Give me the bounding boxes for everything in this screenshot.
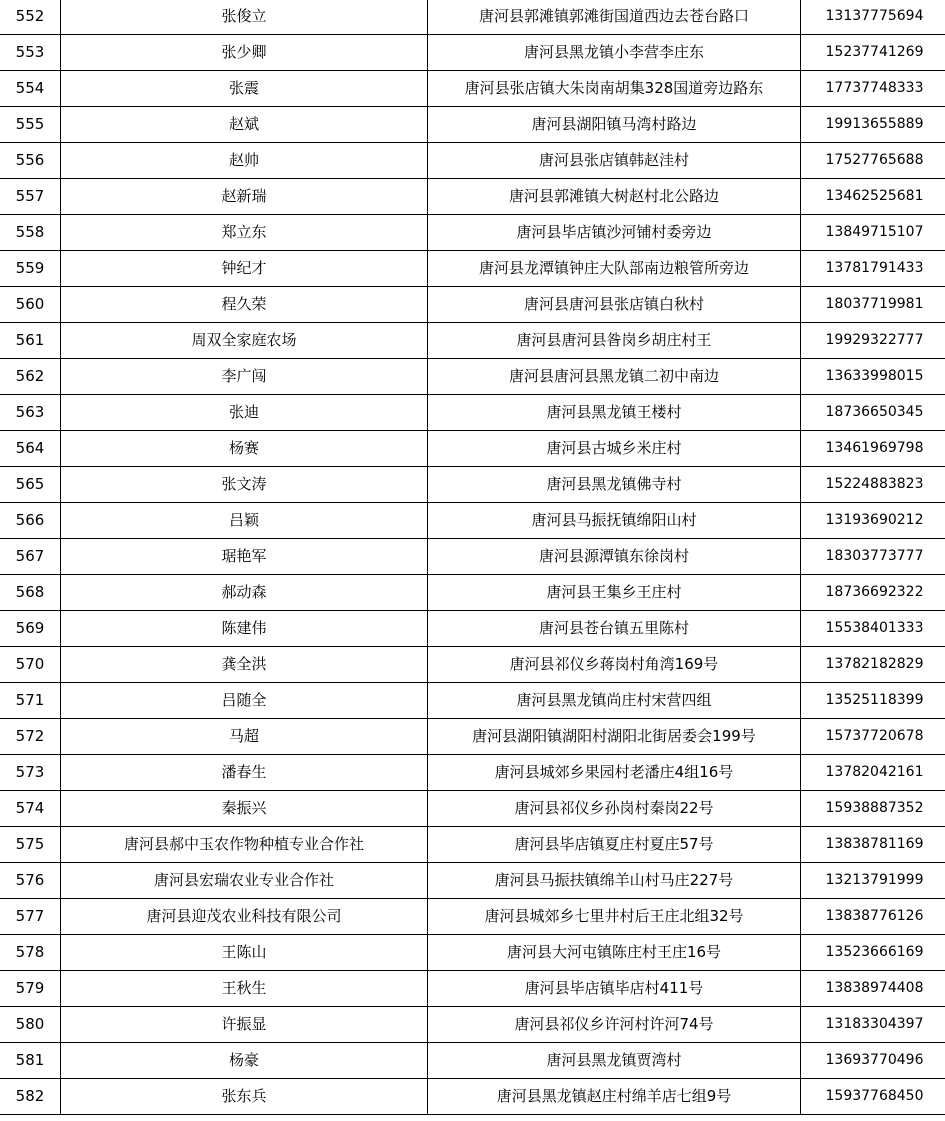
phone-cell: 13213791999 — [801, 863, 945, 899]
table-row — [0, 0, 945, 35]
address-cell: 唐河县黑龙镇尚庄村宋营四组 — [428, 683, 801, 719]
table-row — [0, 611, 945, 647]
table-row — [0, 179, 945, 215]
row-number-cell: 576 — [0, 863, 61, 899]
address-cell: 唐河县城郊乡果园村老潘庄4组16号 — [428, 755, 801, 791]
address-cell: 唐河县张店镇大朱岗南胡集328国道旁边路东 — [428, 71, 801, 107]
phone-cell: 15237741269 — [801, 35, 945, 71]
row-number-cell: 562 — [0, 359, 61, 395]
address-cell: 唐河县湖阳镇湖阳村湖阳北街居委会199号 — [428, 719, 801, 755]
name-cell: 吕随全 — [61, 683, 428, 719]
phone-cell: 13693770496 — [801, 1043, 945, 1079]
table-row — [0, 71, 945, 107]
address-cell: 唐河县古城乡米庄村 — [428, 431, 801, 467]
phone-cell: 13782182829 — [801, 647, 945, 683]
address-cell: 唐河县毕店镇夏庄村夏庄57号 — [428, 827, 801, 863]
name-cell: 潘春生 — [61, 755, 428, 791]
address-cell: 唐河县苍台镇五里陈村 — [428, 611, 801, 647]
row-number-cell: 570 — [0, 647, 61, 683]
table-row — [0, 107, 945, 143]
name-cell: 张文涛 — [61, 467, 428, 503]
address-cell: 唐河县张店镇韩赵洼村 — [428, 143, 801, 179]
address-cell: 唐河县黑龙镇小李营李庄东 — [428, 35, 801, 71]
name-cell: 张少卿 — [61, 35, 428, 71]
address-cell: 唐河县祁仪乡孙岗村秦岗22号 — [428, 791, 801, 827]
phone-cell: 13838776126 — [801, 899, 945, 935]
table-row — [0, 143, 945, 179]
row-number-cell: 558 — [0, 215, 61, 251]
table-row — [0, 899, 945, 935]
phone-cell: 13462525681 — [801, 179, 945, 215]
row-number-cell: 557 — [0, 179, 61, 215]
row-number-cell: 580 — [0, 1007, 61, 1043]
name-cell: 赵新瑞 — [61, 179, 428, 215]
phone-cell: 13781791433 — [801, 251, 945, 287]
address-cell: 唐河县祁仪乡蒋岗村角湾169号 — [428, 647, 801, 683]
table-row — [0, 287, 945, 323]
table-row — [0, 1079, 945, 1115]
table-row — [0, 791, 945, 827]
phone-cell: 13633998015 — [801, 359, 945, 395]
phone-cell: 13525118399 — [801, 683, 945, 719]
phone-cell: 19929322777 — [801, 323, 945, 359]
name-cell: 唐河县宏瑞农业专业合作社 — [61, 863, 428, 899]
row-number-cell: 564 — [0, 431, 61, 467]
address-cell: 唐河县毕店镇毕店村411号 — [428, 971, 801, 1007]
table-row — [0, 1043, 945, 1079]
row-number-cell: 581 — [0, 1043, 61, 1079]
phone-cell: 15938887352 — [801, 791, 945, 827]
table-row — [0, 431, 945, 467]
address-cell: 唐河县黑龙镇赵庄村绵羊店七组9号 — [428, 1079, 801, 1115]
row-number-cell: 573 — [0, 755, 61, 791]
row-number-cell: 560 — [0, 287, 61, 323]
name-cell: 张迪 — [61, 395, 428, 431]
table-row — [0, 215, 945, 251]
table-row — [0, 539, 945, 575]
table-row — [0, 719, 945, 755]
row-number-cell: 582 — [0, 1079, 61, 1115]
name-cell: 唐河县郝中玉农作物种植专业合作社 — [61, 827, 428, 863]
name-cell: 郑立东 — [61, 215, 428, 251]
phone-cell: 19913655889 — [801, 107, 945, 143]
phone-cell: 13838781169 — [801, 827, 945, 863]
name-cell: 张俊立 — [61, 0, 428, 35]
address-cell: 唐河县龙潭镇钟庄大队部南边粮管所旁边 — [428, 251, 801, 287]
table-row — [0, 1007, 945, 1043]
phone-cell: 13523666169 — [801, 935, 945, 971]
phone-cell: 15937768450 — [801, 1079, 945, 1115]
row-number-cell: 563 — [0, 395, 61, 431]
row-number-cell: 561 — [0, 323, 61, 359]
row-number-cell: 553 — [0, 35, 61, 71]
row-number-cell: 572 — [0, 719, 61, 755]
table-row — [0, 35, 945, 71]
row-number-cell: 579 — [0, 971, 61, 1007]
name-cell: 周双全家庭农场 — [61, 323, 428, 359]
address-cell: 唐河县大河屯镇陈庄村王庄16号 — [428, 935, 801, 971]
phone-cell: 18303773777 — [801, 539, 945, 575]
phone-cell: 13193690212 — [801, 503, 945, 539]
address-cell: 唐河县黑龙镇贾湾村 — [428, 1043, 801, 1079]
name-cell: 钟纪才 — [61, 251, 428, 287]
name-cell: 赵帅 — [61, 143, 428, 179]
name-cell: 张震 — [61, 71, 428, 107]
phone-cell: 13782042161 — [801, 755, 945, 791]
table-row — [0, 971, 945, 1007]
table-row — [0, 683, 945, 719]
phone-cell: 15737720678 — [801, 719, 945, 755]
address-cell: 唐河县王集乡王庄村 — [428, 575, 801, 611]
name-cell: 许振显 — [61, 1007, 428, 1043]
address-cell: 唐河县唐河县昝岗乡胡庄村王 — [428, 323, 801, 359]
name-cell: 秦振兴 — [61, 791, 428, 827]
phone-cell: 13461969798 — [801, 431, 945, 467]
address-cell: 唐河县唐河县黑龙镇二初中南边 — [428, 359, 801, 395]
name-cell: 龚全洪 — [61, 647, 428, 683]
row-number-cell: 566 — [0, 503, 61, 539]
address-cell: 唐河县马振抚镇绵阳山村 — [428, 503, 801, 539]
row-number-cell: 574 — [0, 791, 61, 827]
row-number-cell: 578 — [0, 935, 61, 971]
address-cell: 唐河县湖阳镇马湾村路边 — [428, 107, 801, 143]
name-cell: 李广闯 — [61, 359, 428, 395]
table-row — [0, 359, 945, 395]
row-number-cell: 568 — [0, 575, 61, 611]
phone-cell: 18736692322 — [801, 575, 945, 611]
row-number-cell: 571 — [0, 683, 61, 719]
table-row — [0, 827, 945, 863]
phone-cell: 13838974408 — [801, 971, 945, 1007]
phone-cell: 18736650345 — [801, 395, 945, 431]
phone-cell: 18037719981 — [801, 287, 945, 323]
table-row — [0, 755, 945, 791]
row-number-cell: 577 — [0, 899, 61, 935]
row-number-cell: 555 — [0, 107, 61, 143]
name-cell: 王陈山 — [61, 935, 428, 971]
name-cell: 吕颖 — [61, 503, 428, 539]
row-number-cell: 567 — [0, 539, 61, 575]
address-cell: 唐河县城郊乡七里井村后王庄北组32号 — [428, 899, 801, 935]
table-row — [0, 251, 945, 287]
name-cell: 杨豪 — [61, 1043, 428, 1079]
row-number-cell: 575 — [0, 827, 61, 863]
row-number-cell: 559 — [0, 251, 61, 287]
row-number-cell: 569 — [0, 611, 61, 647]
name-cell: 张东兵 — [61, 1079, 428, 1115]
table-row — [0, 863, 945, 899]
table-row — [0, 935, 945, 971]
name-cell: 杨赛 — [61, 431, 428, 467]
table-row — [0, 503, 945, 539]
address-cell: 唐河县马振扶镇绵羊山村马庄227号 — [428, 863, 801, 899]
name-cell: 郝动森 — [61, 575, 428, 611]
table-row — [0, 575, 945, 611]
address-cell: 唐河县唐河县张店镇白秋村 — [428, 287, 801, 323]
phone-cell: 17737748333 — [801, 71, 945, 107]
address-cell: 唐河县源潭镇东徐岗村 — [428, 539, 801, 575]
phone-cell: 13183304397 — [801, 1007, 945, 1043]
address-cell: 唐河县黑龙镇王楼村 — [428, 395, 801, 431]
address-cell: 唐河县祁仪乡许河村许河74号 — [428, 1007, 801, 1043]
name-cell: 陈建伟 — [61, 611, 428, 647]
row-number-cell: 552 — [0, 0, 61, 35]
address-cell: 唐河县黑龙镇佛寺村 — [428, 467, 801, 503]
phone-cell: 13849715107 — [801, 215, 945, 251]
phone-cell: 15224883823 — [801, 467, 945, 503]
phone-cell: 15538401333 — [801, 611, 945, 647]
address-cell: 唐河县郭滩镇大树赵村北公路边 — [428, 179, 801, 215]
phone-cell: 13137775694 — [801, 0, 945, 35]
name-cell: 王秋生 — [61, 971, 428, 1007]
name-cell: 赵斌 — [61, 107, 428, 143]
table-row — [0, 647, 945, 683]
name-cell: 琚艳军 — [61, 539, 428, 575]
row-number-cell: 565 — [0, 467, 61, 503]
table-row — [0, 467, 945, 503]
name-cell: 马超 — [61, 719, 428, 755]
address-cell: 唐河县毕店镇沙河铺村委旁边 — [428, 215, 801, 251]
name-cell: 唐河县迎茂农业科技有限公司 — [61, 899, 428, 935]
address-cell: 唐河县郭滩镇郭滩街国道西边去苍台路口 — [428, 0, 801, 35]
table-row — [0, 395, 945, 431]
table-row — [0, 323, 945, 359]
row-number-cell: 556 — [0, 143, 61, 179]
name-cell: 程久荣 — [61, 287, 428, 323]
phone-cell: 17527765688 — [801, 143, 945, 179]
row-number-cell: 554 — [0, 71, 61, 107]
